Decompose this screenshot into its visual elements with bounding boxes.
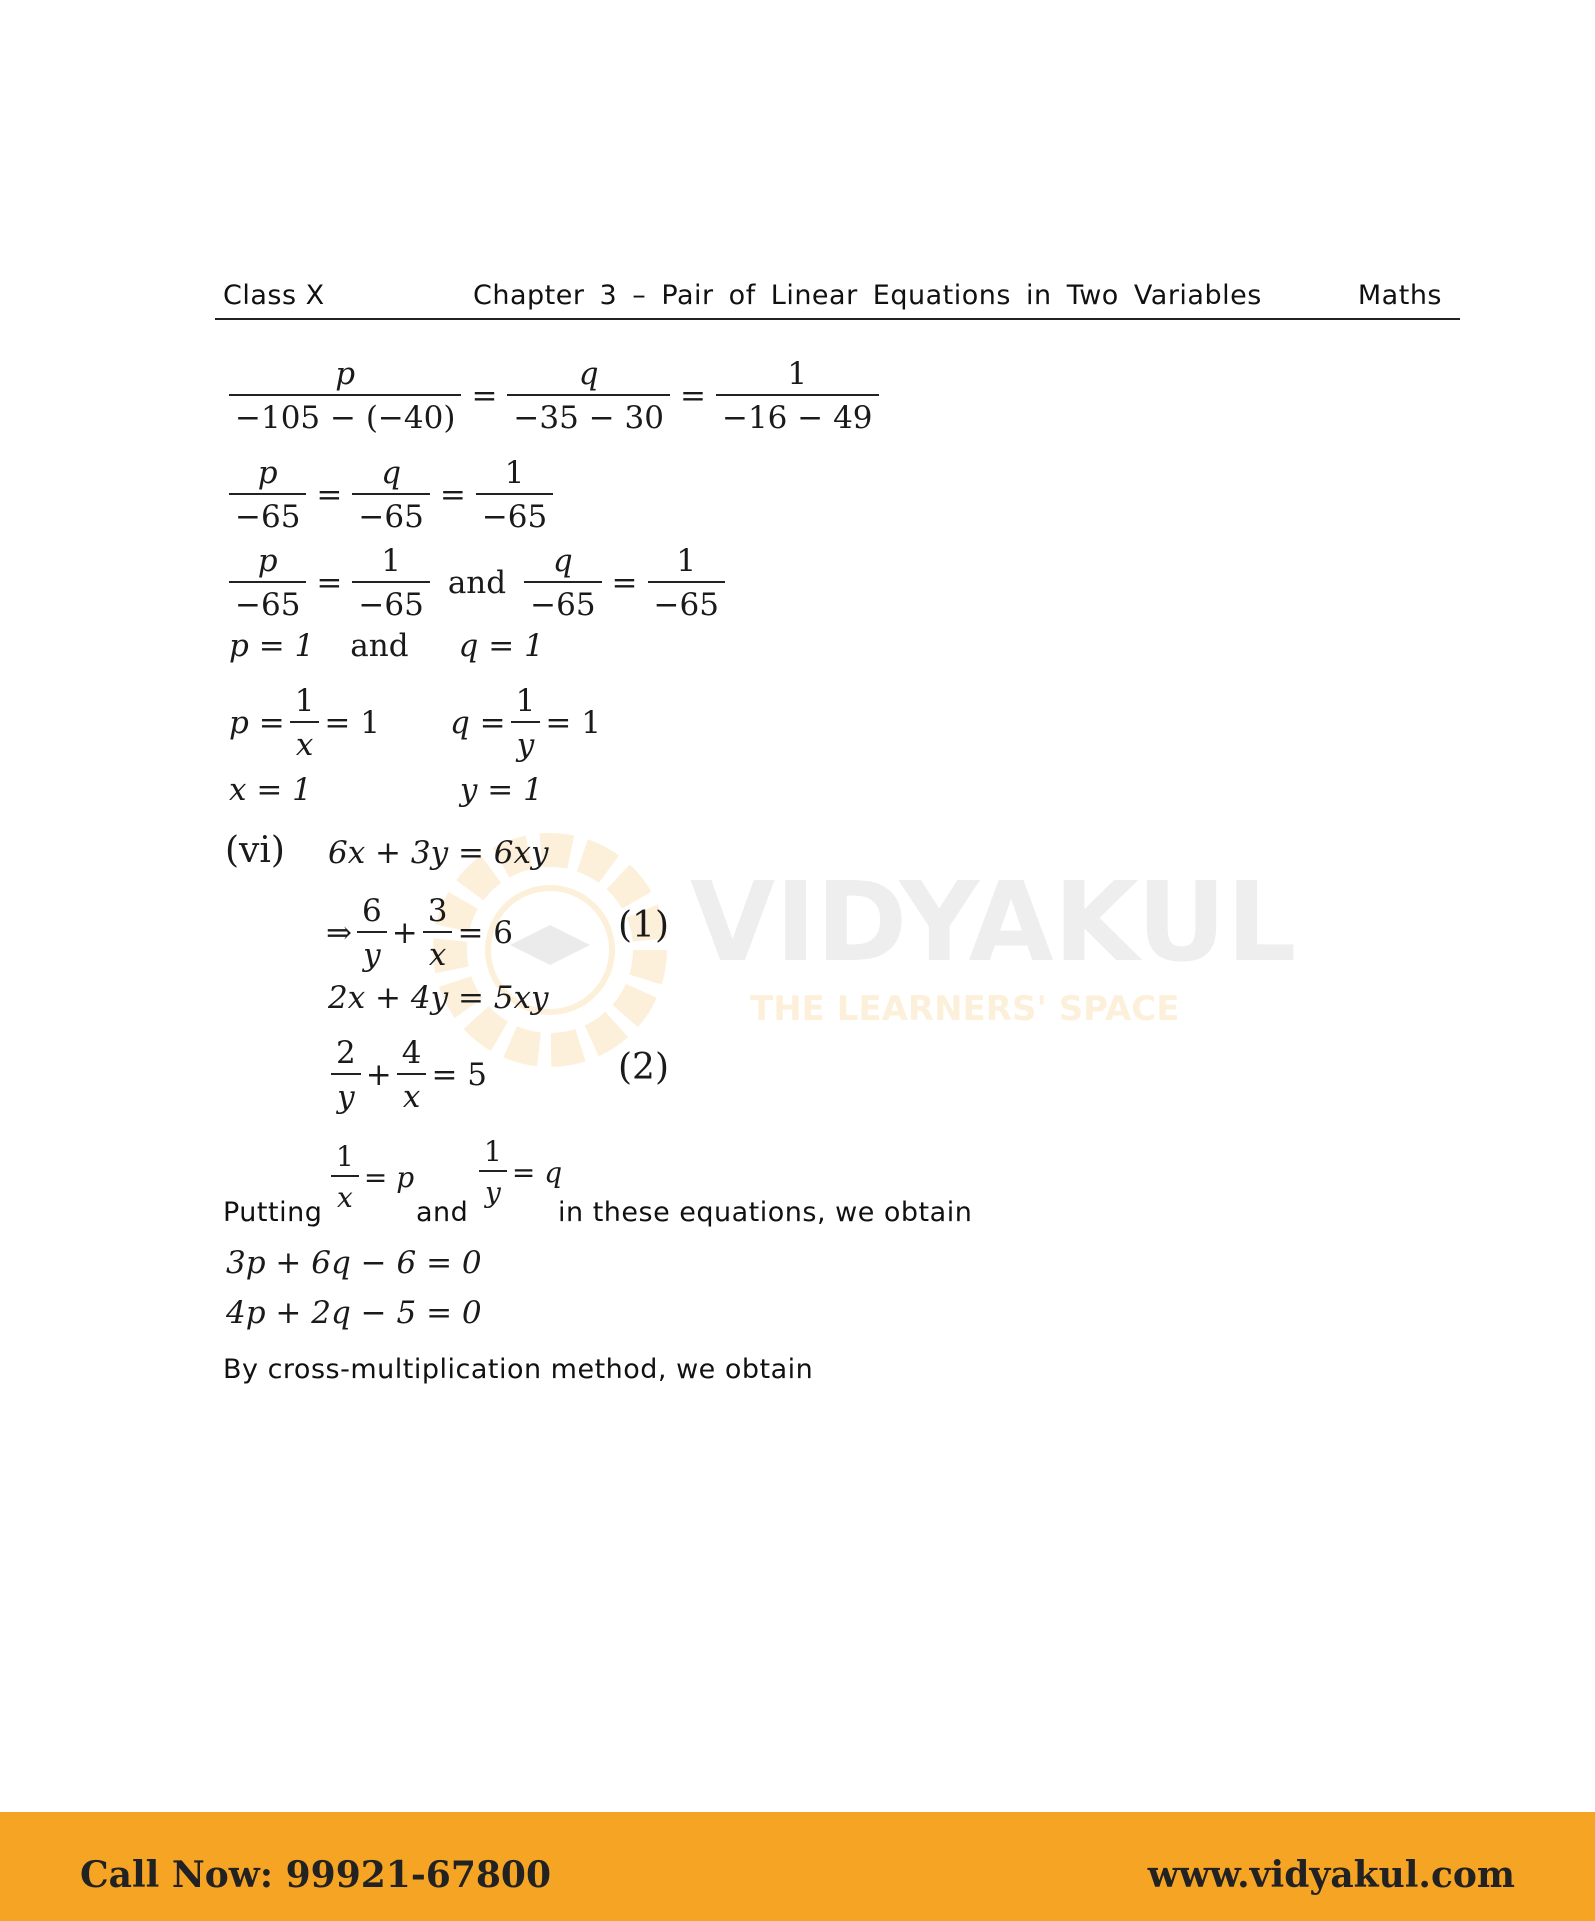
watermark-brand: VIDYAKUL [690,858,1297,986]
closing-text: By cross-multiplication method, we obtain [223,1354,814,1385]
putting-word: Putting [223,1197,323,1228]
equation-5: p = $\frac{1}{x}$ = 1 q = $\frac{1}{y}$ = 1 [229,683,601,763]
equation-3: $\frac{p}{-65}$ = $\frac{1}{-65}$ and $\frac{q}{-65}$ = $\frac{1}{-65}$ [225,543,729,623]
equation-vi-d: $\frac{2}{y}$ + $\frac{4}{x}$ = 5 [326,1035,487,1115]
equation-7: 3p + 6q − 6 = 0 [226,1245,482,1281]
equation-vi-a: 6x + 3y = 6xy [328,835,549,871]
footer-call-now: Call Now: 99921-67800 [80,1854,552,1896]
page-header [215,278,1460,320]
header-subject: Maths [1357,280,1442,311]
equation-2: $\frac{p}{-65}$ = $\frac{q}{-65}$ = $\frac{1}{-65}$ [225,455,557,535]
substitution-p: $\frac{1}{x}$ = p [326,1140,414,1214]
footer-website-link[interactable]: www.vidyakul.com [1147,1854,1515,1896]
footer-banner [0,1812,1595,1921]
equation-vi-b: ⇒ $\frac{6}{y}$ + $\frac{3}{x}$ = 6 [326,893,513,973]
putting-tail: in these equations, we obtain [558,1197,973,1228]
equation-4: p = 1 and q = 1 [229,628,544,664]
part-vi-label: (vi) [225,830,285,871]
watermark-tagline: THE LEARNERS' SPACE [750,989,1180,1029]
substitution-q: $\frac{1}{y}$ = q [474,1135,562,1209]
header-class: Class X [223,280,325,311]
header-chapter: Chapter 3 – Pair of Linear Equations in Two Variables [473,280,1262,311]
putting-and: and [416,1197,469,1228]
equation-tag-2: (2) [618,1047,669,1088]
equation-8: 4p + 2q − 5 = 0 [226,1295,482,1331]
equation-tag-1: (1) [618,905,669,946]
equation-vi-c: 2x + 4y = 5xy [328,980,549,1016]
equation-1: $\frac{p}{-105 - (-40)}$ = $\frac{q}{-35 - 30}$ = $\frac{1}{-16 - 49}$ [225,356,883,436]
equation-6: x = 1 y = 1 [229,772,543,808]
